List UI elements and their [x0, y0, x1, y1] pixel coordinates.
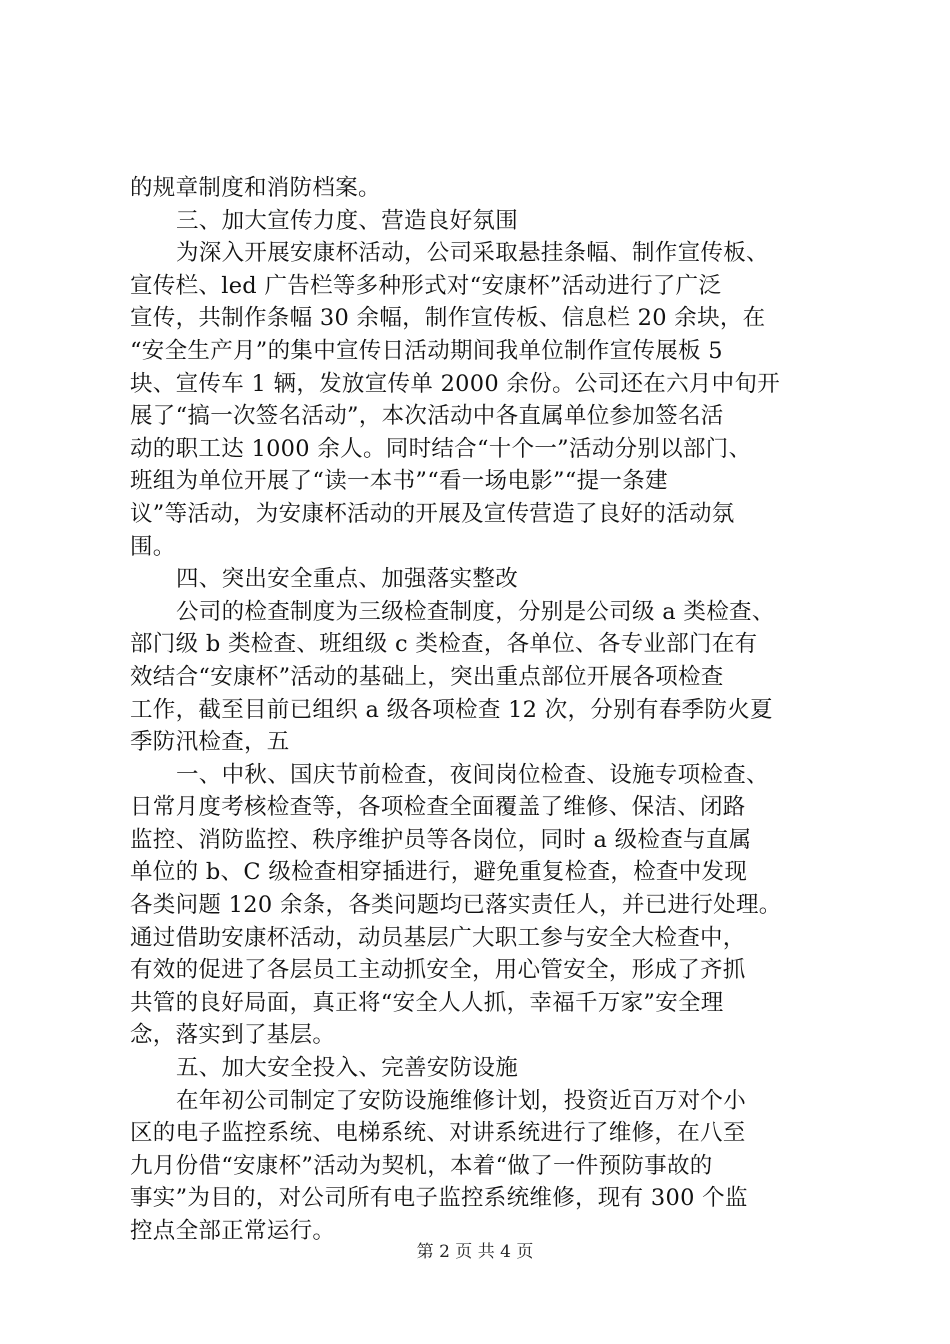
text-line: 控点全部正常运行。 [130, 1218, 336, 1244]
text-line: 宣传，共制作条幅 30 余幅，制作宣传板、信息栏 20 余块，在 [130, 305, 766, 332]
section-heading: 三、加大宣传力度、营造良好氛围 [176, 207, 519, 234]
text-line: 块、宣传车 1 辆，发放宣传单 2000 余份。公司还在六月中旬开 [130, 370, 781, 397]
text-line: 宣传栏、led 广告栏等多种形式对“安康杯”活动进行了广泛 [130, 272, 722, 299]
section-heading: 四、突出安全重点、加强落实整改 [176, 566, 519, 593]
text-line: 通过借助安康杯活动，动员基层广大职工参与安全大检查中， [130, 924, 746, 951]
text-line: 围。 [130, 533, 176, 560]
document-body [130, 172, 845, 1248]
text-line: “安全生产月”的集中宣传日活动期间我单位制作宣传展板 5 [130, 337, 723, 364]
text-line: 展了“搞一次签名活动”，本次活动中各直属单位参加签名活 [130, 403, 724, 430]
text-line: 效结合“安康杯”活动的基础上，突出重点部位开展各项检查 [130, 663, 724, 690]
text-line: 共管的良好局面，真正将“安全人人抓，幸福千万家”安全理 [130, 989, 724, 1016]
text-line: 念，落实到了基层。 [130, 1022, 336, 1049]
text-line: 工作，截至目前已组织 a 级各项检查 12 次，分别有春季防火夏 [130, 696, 773, 723]
text-line: 班组为单位开展了“读一本书”“看一场电影”“提一条建 [130, 468, 668, 495]
text-line: 日常月度考核检查等，各项检查全面覆盖了维修、保洁、闭路 [130, 794, 746, 821]
text-line: 的规章制度和消防档案。 [130, 175, 381, 201]
text-line: 部门级 b 类检查、班组级 c 类检查，各单位、各专业部门在有 [130, 631, 758, 658]
text-line: 为深入开展安康杯活动，公司采取悬挂条幅、制作宣传板、 [176, 240, 769, 267]
text-line: 单位的 b、C 级检查相穿插进行，避免重复检查，检查中发现 [130, 859, 748, 886]
text-line: 公司的检查制度为三级检查制度，分别是公司级 a 类检查、 [176, 598, 775, 625]
text-line: 在年初公司制定了安防设施维修计划，投资近百万对个小 [176, 1087, 747, 1114]
text-line: 区的电子监控系统、电梯系统、对讲系统进行了维修，在八至 [130, 1120, 746, 1147]
text-line: 季防汛检查，五 [130, 729, 290, 756]
page-number-footer: 第 2 页 共 4 页 [416, 1242, 534, 1262]
text-line: 动的职工达 1000 余人。同时结合“十个一”活动分别以部门、 [130, 435, 752, 462]
text-line: 监控、消防监控、秩序维护员等各岗位，同时 a 级检查与直属 [130, 826, 752, 853]
section-heading: 五、加大安全投入、完善安防设施 [176, 1055, 519, 1082]
text-line: 九月份借“安康杯”活动为契机，本着“做了一件预防事故的 [130, 1152, 713, 1179]
text-line: 议”等活动，为安康杯活动的开展及宣传营造了良好的活动氛 [130, 500, 735, 527]
text-line: 一、中秋、国庆节前检查，夜间岗位检查、设施专项检查、 [176, 761, 769, 788]
text-line: 事实”为目的，对公司所有电子监控系统维修，现有 300 个监 [130, 1185, 748, 1212]
text-line: 各类问题 120 余条，各类问题均已落实责任人，并已进行处理。 [130, 892, 782, 919]
text-line: 有效的促进了各层员工主动抓安全，用心管安全，形成了齐抓 [130, 957, 746, 984]
